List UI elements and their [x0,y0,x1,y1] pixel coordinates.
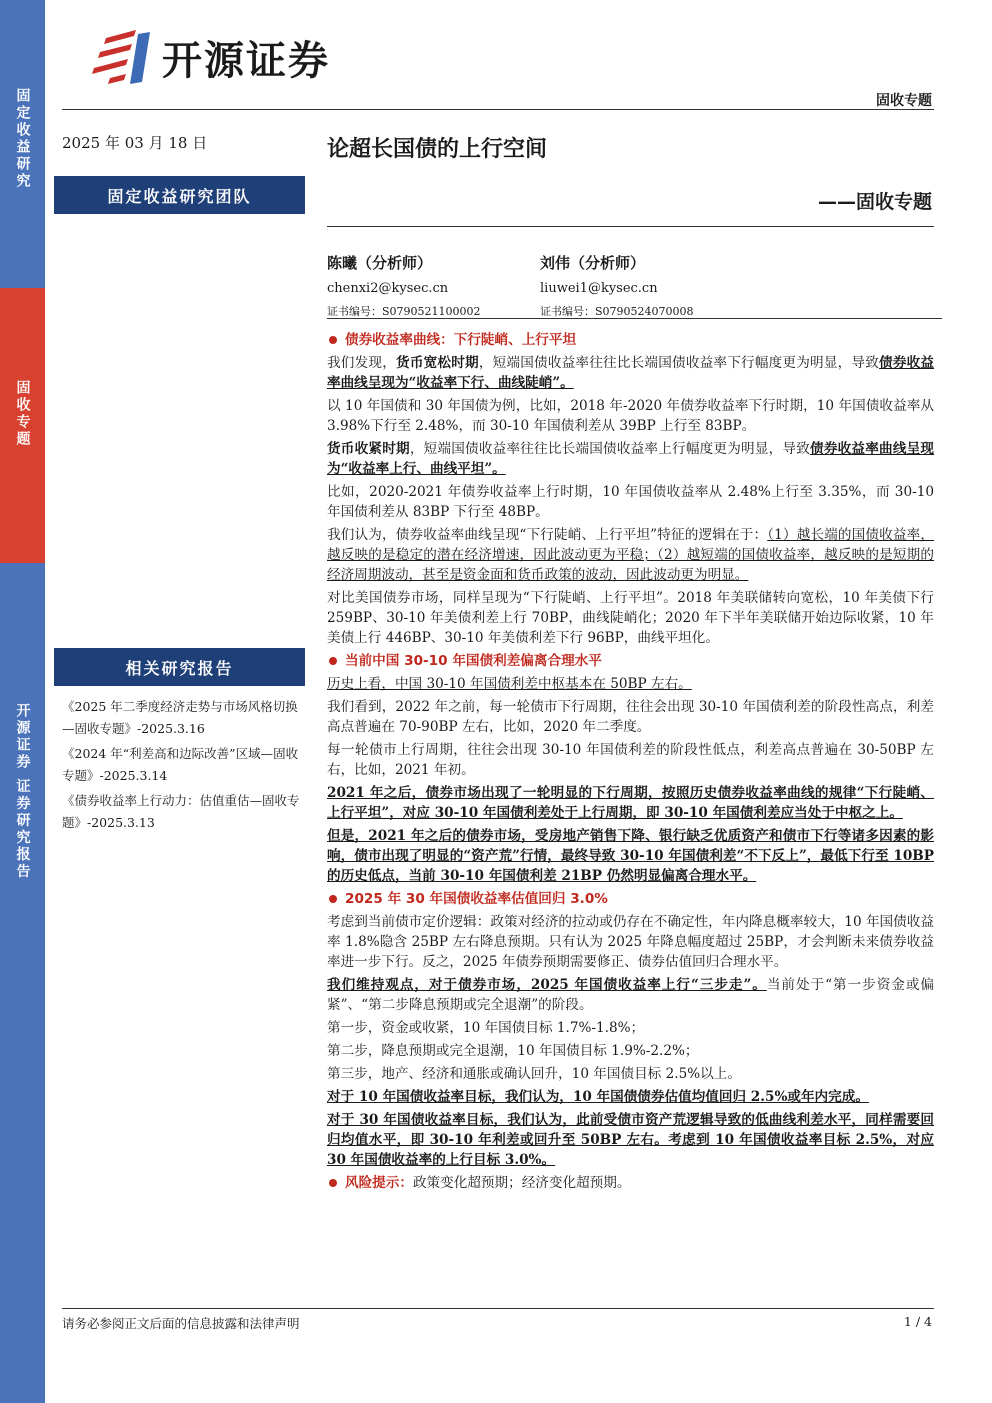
analyst-name: 陈曦（分析师） [327,254,433,272]
analyst-card [327,252,481,319]
paragraph: 我们发现，货币宽松时期，短端国债收益率往往比长端国债收益率下行幅度更为明显，导致债券收益率曲线呈现为“收益率下行、曲线陡峭”。 [327,355,935,391]
analyst-card [540,252,694,319]
analyst-divider [327,318,942,319]
bullet-icon [329,1179,337,1187]
team-label: 固定收益研究团队 [54,176,305,214]
risk-notice: 风险提示： 政策变化超预期；经济变化超预期。 [327,1173,934,1193]
section-heading: 2025 年 30 年国债收益率估值回归 3.0% [327,889,934,909]
paragraph: 每一轮债市上行周期，往往会出现 30-10 年国债利差的阶段性低点，利差高点普遍在 30-50BP 左右，比如，2021 年初。 [327,742,934,778]
sidebar-band-bottom [0,563,45,1403]
paragraph: 第一步，资金或收紧，10 年国债目标 1.7%-1.8%； [327,1020,645,1036]
footer-disclaimer: 请务必参阅正文后面的信息披露和法律声明 [62,1316,300,1331]
paragraph: 以 10 年国债和 30 年国债为例，比如，2018 年-2020 年债券收益率下行时期，10 年国债收益率从 3.98%下行至 2.48%，而 30-10 年国债利差从 39BP 上行至 83BP。 [327,398,934,434]
logo-mark-icon [88,28,154,86]
title-divider [327,226,934,227]
footer-divider [62,1308,934,1309]
paragraph: 我们看到，2022 年之前，每一轮债市下行周期，往往会出现 30-10 年国债利差的阶段性高点，利差高点普遍在 70-90BP 左右，比如，2020 年二季度。 [327,699,934,735]
page-title: 论超长国债的上行空间 [327,137,548,162]
paragraph: 我们认为，债券收益率曲线呈现“下行陡峭、上行平坦”特征的逻辑在于：（1）越长端的国债收益率，越反映的是稳定的潜在经济增速，因此波动更为平稳；（2）越短端的国债收益率，越反映的是短期的经济周期波动，甚至是资金面和货币政策的波动，因此波动更为明显。 [327,527,934,583]
page-subtitle: ——固收专题 [817,191,932,213]
related-reports-heading: 相关研究报告 [54,648,305,686]
related-report-item[interactable]: 《债券收益率上行动力：估值重估—固收专题》-2025.3.13 [62,793,300,830]
section-heading: 债券收益率曲线：下行陡峭、上行平坦 [327,330,934,350]
page-number: 1 / 4 [903,1314,932,1329]
related-reports-list [62,696,308,837]
paragraph: 但是，2021 年之后的债券市场，受房地产销售下降、银行缺乏优质资产和债市下行等诸多因素的影响，债市出现了明显的“资产荒”行情，最终导致 30-10 年国债利差“不下反上”，最低下行至 10BP 的历史低点，当前 30-10 年国债利差 21BP 仍然明显偏离合理水平。 [327,828,934,884]
company-logo [88,28,330,86]
paragraph: 第二步，降息预期或完全退潮，10 年国债目标 1.9%-2.2%； [327,1043,699,1059]
logo-text: 开源证券 [162,37,330,84]
bullet-icon [329,895,337,903]
paragraph: 考虑到当前债市定价逻辑：政策对经济的拉动或仍存在不确定性，年内降息概率较大，10 年国债收益率 1.8%隐含 25BP 左右降息预期。只有认为 2025 年降息幅度超过 25BP，才会判断未来债券收益率进一步下行。反之，2025 年债券预期需要修正、债券估值回归合理水平。 [327,914,934,970]
analyst-cert: 证书编号：S0790521100002 [327,305,481,318]
header-tag: 固收专题 [876,93,932,109]
paragraph: 对比美国债券市场，同样呈现为“下行陡峭、上行平坦”。2018 年美联储转向宽松，10 年美债下行 259BP、30-10 年美债利差上行 70BP，曲线陡峭化；2020 年下半年美联储开始边际收紧，10 年美债上行 446BP、30-10 年美债利差下行 96BP，曲线平坦化。 [327,590,934,646]
sidebar-label-middle: 固收专题 [14,380,31,448]
analyst-email[interactable]: liuwei1@kysec.cn [540,281,658,296]
report-body [327,330,934,1193]
paragraph: 对于 30 年国债收益率目标，我们认为，此前受债市资产荒逻辑导致的低曲线利差水平，同样需要回归均值水平，即 30-10 年利差或回升至 50BP 左右。考虑到 10 年国债收益率目标 2.5%，对应 30 年国债收益率的上行目标 3.0%。 [327,1112,934,1168]
paragraph: 2021 年之后，债券市场出现了一轮明显的下行周期，按照历史债券收益率曲线的规律“下行陡峭、上行平坦”，对应 30-10 年国债利差处于上行周期，即 30-10 年国债利差应当处于中枢之上。 [327,785,934,821]
header-divider [62,109,934,110]
paragraph: 历史上看，中国 30-10 年国债利差中枢基本在 50BP 左右。 [327,676,692,692]
sidebar-band-top [0,0,45,288]
analyst-name: 刘伟（分析师） [540,254,646,272]
paragraph: 第三步，地产、经济和通胀或确认回升，10 年国债目标 2.5%以上。 [327,1066,741,1082]
section-heading: 当前中国 30-10 年国债利差偏离合理水平 [327,651,934,671]
sidebar-label-bottom: 开源证券 证券研究报告 [14,703,31,881]
sidebar-label-top: 固定收益研究 [14,88,31,190]
paragraph: 我们维持观点，对于债券市场，2025 年国债收益率上行“三步走”。当前处于“第一步资金或偏紧”、“第二步降息预期或完全退潮”的阶段。 [327,977,934,1013]
related-report-item[interactable]: 《2024 年“利差高和边际改善”区域—固收专题》-2025.3.14 [62,746,299,783]
paragraph: 货币收紧时期，短端国债收益率往往比长端国债收益率上行幅度更为明显，导致债券收益率曲线呈现为“收益率上行、曲线平坦”。 [327,441,935,477]
analyst-email[interactable]: chenxi2@kysec.cn [327,281,449,296]
related-report-item[interactable]: 《2025 年二季度经济走势与市场风格切换—固收专题》-2025.3.16 [62,699,298,736]
bullet-icon [329,336,337,344]
bullet-icon [329,657,337,665]
paragraph: 比如，2020-2021 年债券收益率上行时期，10 年国债收益率从 2.48%上行至 3.35%，而 30-10 年国债利差从 83BP 下行至 48BP。 [327,484,934,520]
analyst-cert: 证书编号：S0790524070008 [540,305,694,318]
paragraph: 对于 10 年国债收益率目标，我们认为，10 年国债债券估值均值回归 2.5%或年内完成。 [327,1089,869,1105]
sidebar-band-middle [0,288,45,563]
report-date: 2025 年 03 月 18 日 [62,134,208,152]
